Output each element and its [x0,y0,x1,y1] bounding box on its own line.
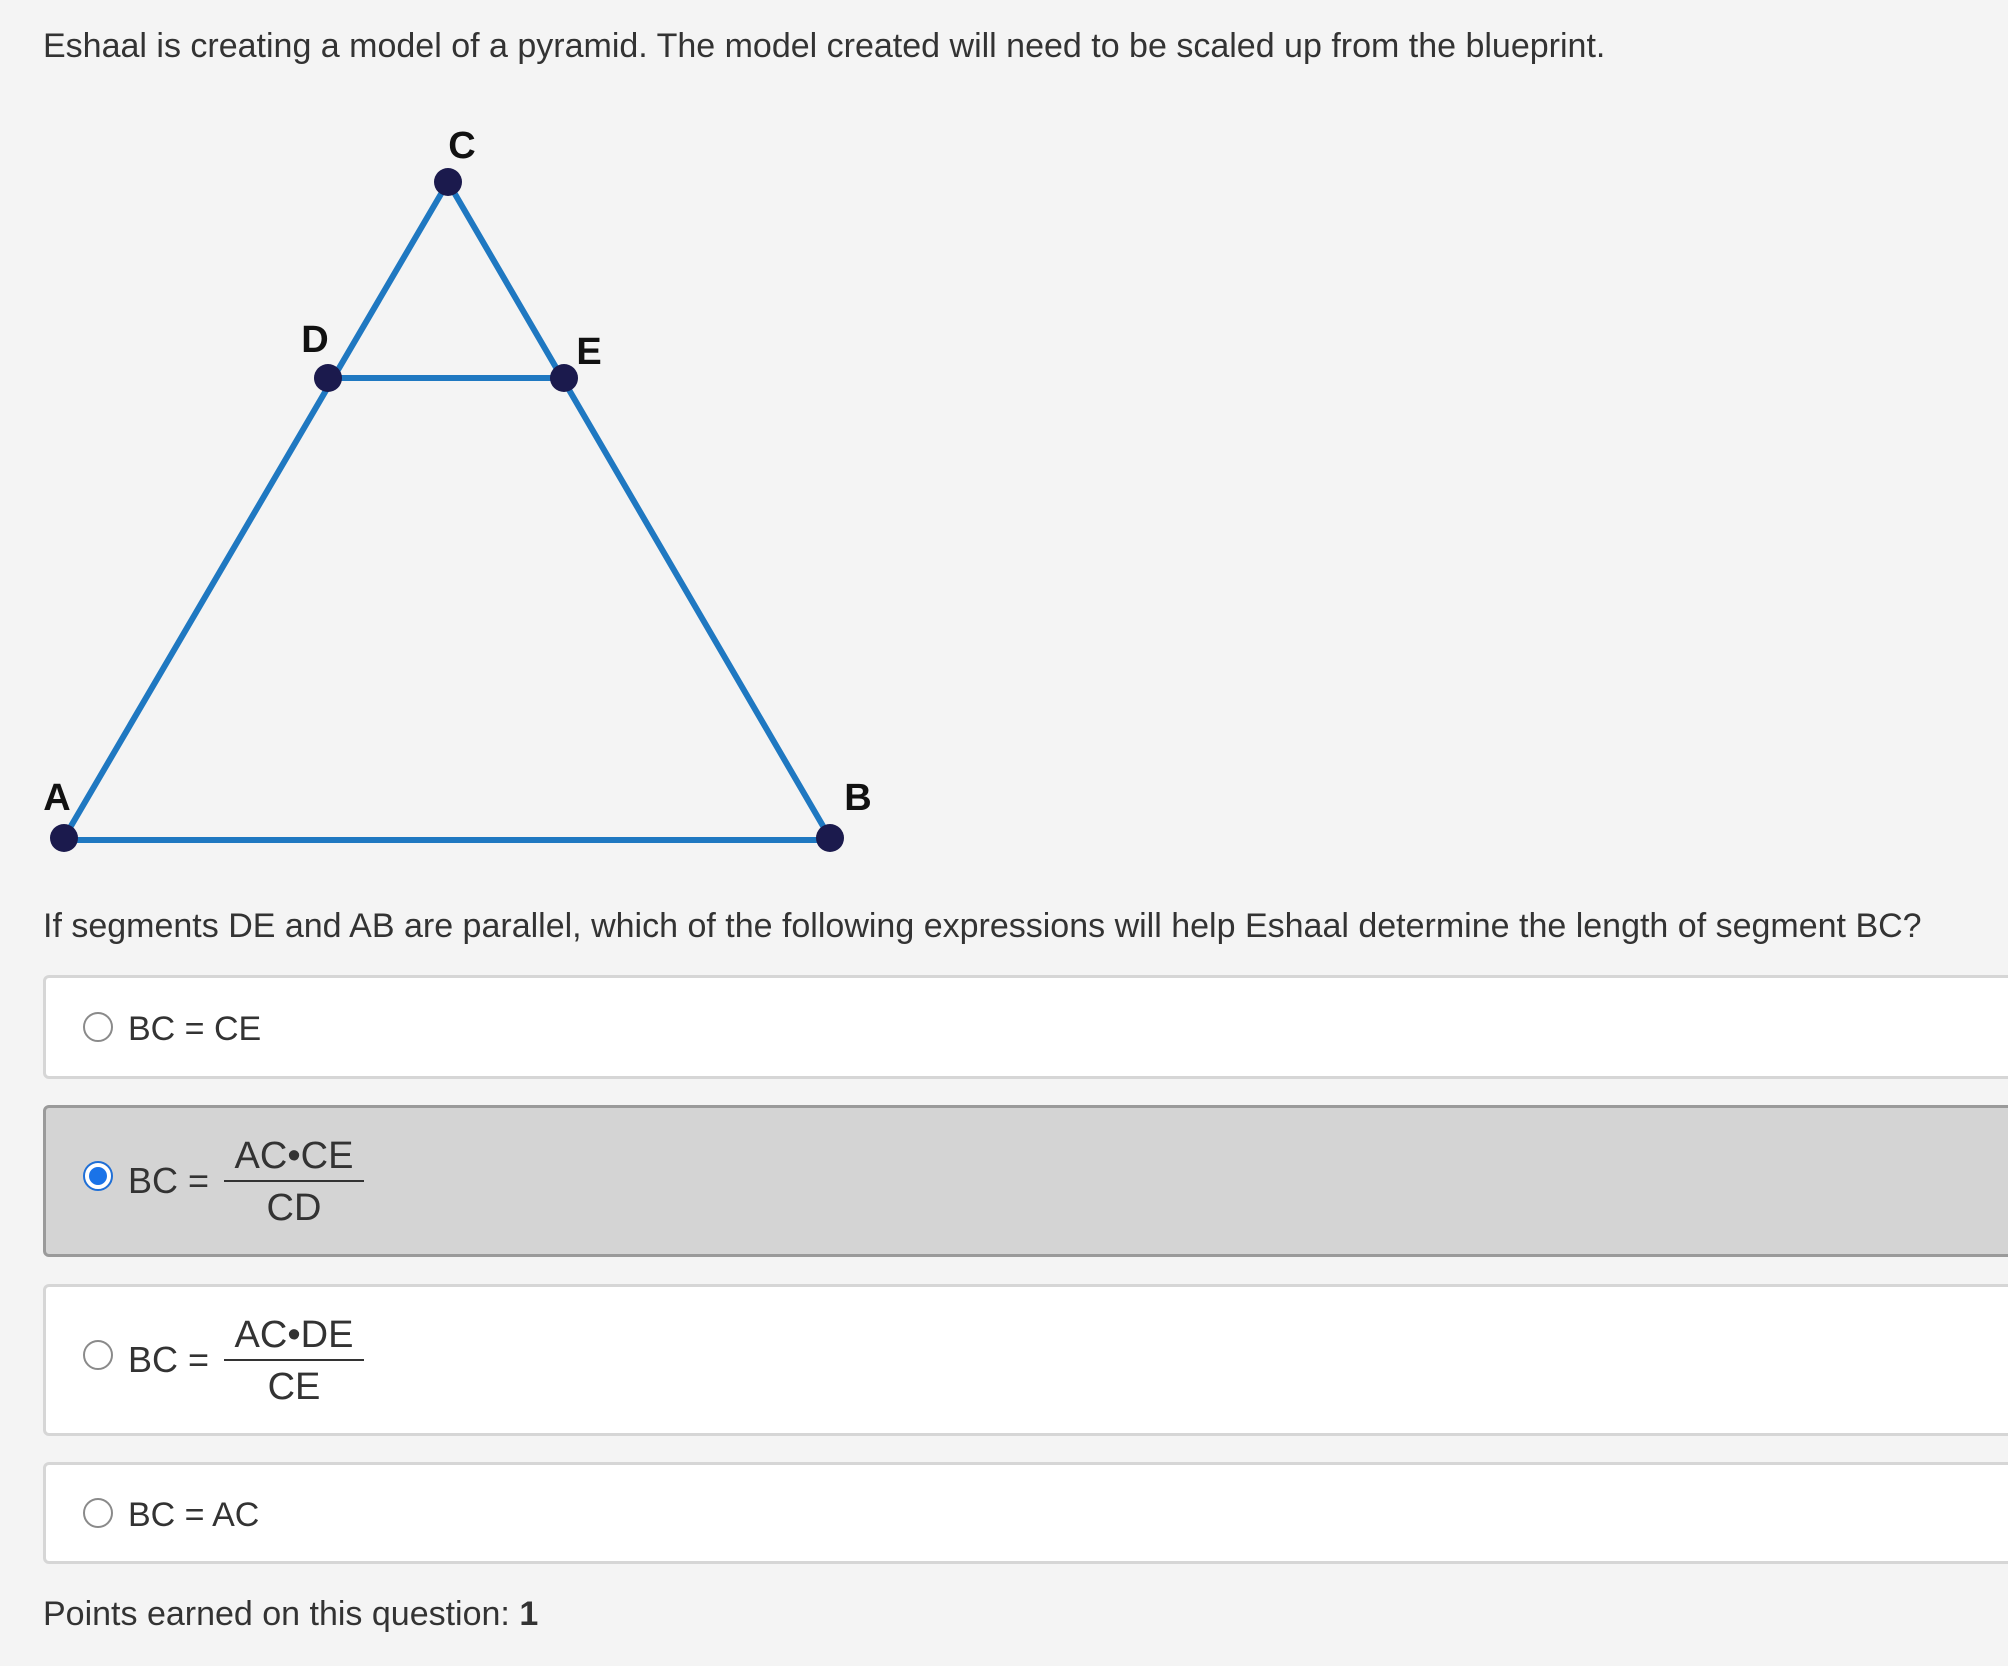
label-e: E [576,331,602,373]
fraction-numerator: AC•DE [234,1314,354,1356]
label-c: C [448,125,476,167]
question-prompt: Eshaal is creating a model of a pyramid. The model created will need to be scaled up from the blueprint. [43,27,1606,65]
fraction-bar [224,1359,364,1361]
point-b [816,824,844,852]
label-a: A [43,777,71,819]
triangle-diagram [0,110,900,870]
option-label: BC = AC [128,1496,260,1534]
question-text: If segments DE and AB are parallel, which of the following expressions will help Eshaal determine the length of segment BC? [43,907,1922,945]
answer-option-2[interactable] [43,1105,2008,1257]
point-c [434,168,462,196]
points-value: 1 [519,1595,539,1633]
fraction-denominator: CE [267,1366,321,1408]
fraction-denominator: CD [266,1187,322,1229]
radio-button[interactable] [83,1012,113,1042]
segment-ac [64,182,448,838]
fraction [224,1313,364,1409]
answer-option-1[interactable] [43,975,2008,1079]
points-label: Points earned on this question: [43,1595,520,1633]
expression-lhs: BC = [128,1160,210,1201]
fraction-bar [224,1180,364,1182]
option-label: BC = CE [128,1010,262,1048]
expression-lhs: BC = [128,1339,210,1380]
label-d: D [301,319,329,361]
point-e [550,364,578,392]
segment-bc [448,182,830,838]
points-earned [43,1590,538,1638]
fraction [224,1134,364,1230]
answer-option-3[interactable] [43,1284,2008,1436]
point-d [314,364,342,392]
answer-option-4[interactable] [43,1462,2008,1564]
label-b: B [844,777,872,819]
radio-button[interactable] [83,1498,113,1528]
point-a [50,824,78,852]
radio-button[interactable] [83,1161,113,1191]
fraction-numerator: AC•CE [234,1135,354,1177]
radio-button[interactable] [83,1340,113,1370]
